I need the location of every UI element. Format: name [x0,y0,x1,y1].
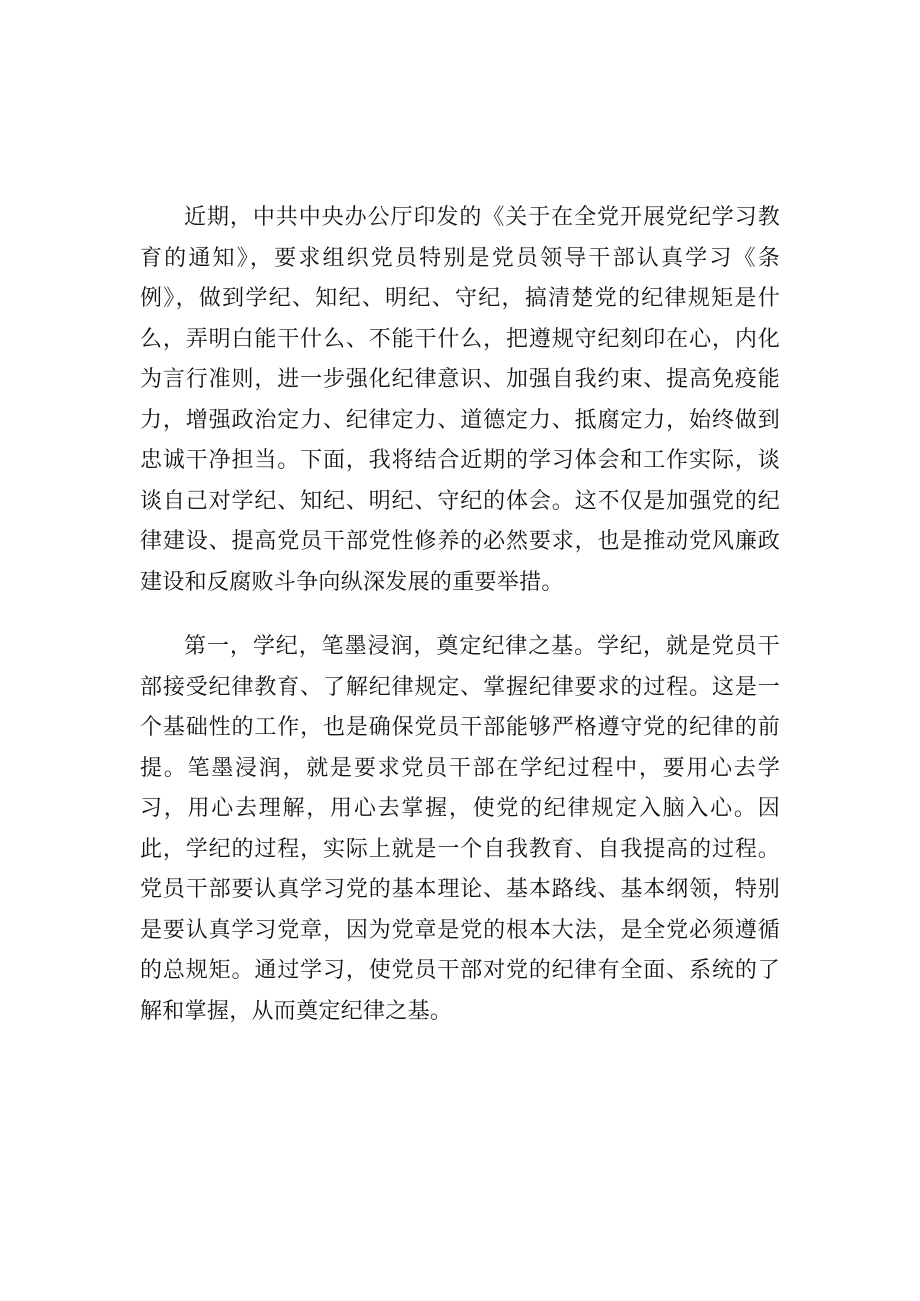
body-paragraph-2: 第一，学纪，笔墨浸润，奠定纪律之基。学纪，就是党员干部接受纪律教育、了解纪律规定、掌握纪律要求的过程。这是一个基础性的工作，也是确保党员干部能够严格遵守党的纪律的前提。笔墨浸润，就是要求党员干部在学纪过程中，要用心去学习，用心去理解，用心去掌握，使党的纪律规定入脑入心。因此，学纪的过程，实际上就是一个自我教育、自我提高的过程。党员干部要认真学习党的基本理论、基本路线、基本纲领，特别是要认真学习党章，因为党章是党的根本大法，是全党必须遵循的总规矩。通过学习，使党员干部对党的纪律有全面、系统的了解和掌握，从而奠定纪律之基。 [140,634,780,1024]
body-paragraph-1: 近期，中共中央办公厅印发的《关于在全党开展党纪学习教育的通知》，要求组织党员特别是党员领导干部认真学习《条例》，做到学纪、知纪、明纪、守纪，搞清楚党的纪律规矩是什么，弄明白能干什么、不能干什么，把遵规守纪刻印在心，内化为言行准则，进一步强化纪律意识、加强自我约束、提高免疫能力，增强政治定力、纪律定力、道德定力、抵腐定力，始终做到忠诚干净担当。下面，我将结合近期的学习体会和工作实际，谈谈自己对学纪、知纪、明纪、守纪的体会。这不仅是加强党的纪律建设、提高党员干部党性修养的必然要求，也是推动党风廉政建设和反腐败斗争向纵深发展的重要举措。 [140,205,780,595]
